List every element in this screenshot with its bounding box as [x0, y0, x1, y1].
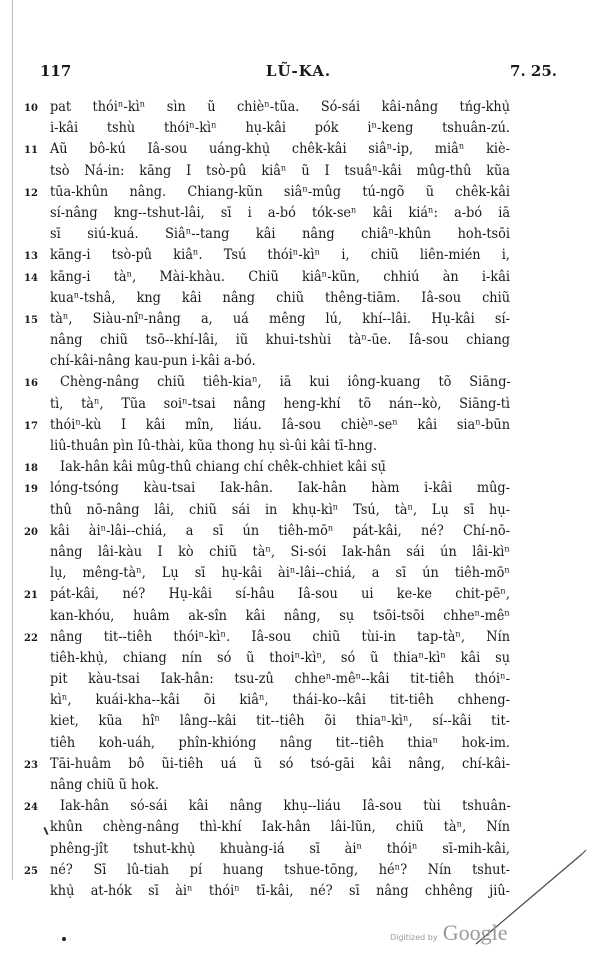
text-line — [20, 351, 550, 372]
line-text: kuaⁿ-tshâ, kng kâi nâng chiũ thêng-tiām. Iâ-sou chiũ — [50, 289, 510, 306]
page-number: 117 — [40, 62, 72, 80]
text-line — [20, 584, 550, 605]
text-line — [20, 203, 550, 224]
line-text: sī siú-kuá. Siâⁿ--tang kâi nâng chiâⁿ-khûn hoh-tsōi — [50, 226, 510, 243]
text-line — [20, 542, 550, 563]
verse-number: 25 — [24, 865, 38, 877]
verse-number: 24 — [24, 802, 38, 814]
verse-number: 22 — [24, 632, 38, 644]
text-line — [20, 457, 550, 478]
watermark-prefix: Digitized by — [390, 933, 438, 942]
line-text: i-kâi tshù thóiⁿ-kìⁿ hụ-kâi pók iⁿ-keng tshuân-zú. — [50, 120, 510, 137]
text-line — [20, 394, 550, 415]
text-line — [20, 754, 550, 775]
text-line — [20, 224, 550, 245]
line-text: chí-kâi-nâng kau-pun i-kâi a-bó. — [50, 353, 256, 370]
text-line — [20, 521, 550, 542]
text-line — [20, 118, 550, 139]
line-text: Iak-hân kâi mûg-thû chiang chí chêk-chhiet kâi sụ̄ — [60, 459, 386, 476]
text-line — [20, 245, 550, 266]
line-text: tsò Ná-in: kāng I tsò-pû kiâⁿ ũ I tsuâⁿ-kâi mûg-thû kũa — [50, 162, 510, 179]
line-text: phêng-jît tshut-khụ̀ khuàng-iá sī àiⁿ thóiⁿ sī-mih-kâi, — [50, 840, 510, 857]
line-text: nâng chiũ ũ hok. — [50, 777, 159, 793]
line-text: kâi àiⁿ-lâi--chiá, a sī ún tiêh-mōⁿ pát-kâi, né? Chí-nō- — [50, 522, 510, 539]
text-line — [20, 309, 550, 330]
verse-number: 17 — [24, 420, 38, 432]
text-line — [20, 288, 550, 309]
pencil-line-tip — [582, 850, 586, 854]
text-line — [20, 500, 550, 521]
text-line — [20, 817, 550, 838]
text-line — [20, 478, 550, 499]
text-line — [20, 415, 550, 436]
stray-ink-dot — [62, 937, 66, 941]
line-text: pit kàu-tsai Iak-hân: tsu-zû chheⁿ-mêⁿ--kâi tit-tiêh thóiⁿ- — [50, 671, 510, 688]
text-line — [20, 733, 550, 754]
line-text: nâng chiũ tsō--khí-lâi, iũ khui-tshùi tàⁿ-ūe. Iâ-sou chiang — [50, 332, 510, 349]
line-text: thû nō-nâng lâi, chiũ sái in khụ-kìⁿ Tsú, tàⁿ, Lụ sī hụ- — [50, 501, 510, 518]
verse-number: 16 — [24, 378, 38, 390]
verse-number: 10 — [24, 103, 38, 114]
line-text: tì, tàⁿ, Tũa soiⁿ-tsai nâng heng-khí tõ nán--kò, Siāng-tì — [50, 395, 510, 412]
verse-number: 15 — [24, 314, 38, 326]
text-line — [20, 648, 550, 669]
line-text: Iak-hân só-sái kâi nâng khụ--liáu Iâ-sou tùi tshuân- — [60, 798, 511, 815]
text-line — [20, 669, 550, 690]
text-line — [20, 182, 550, 203]
text-line — [20, 796, 550, 817]
chapter-verse-reference: 7. 25. — [510, 62, 557, 80]
text-line — [20, 267, 550, 288]
line-text: pat thóiⁿ-kìⁿ sìn ũ chièⁿ-tũa. Só-sái kâi-nâng tńg-khụ̀ — [50, 99, 510, 115]
text-line — [20, 372, 550, 393]
text-line — [20, 627, 550, 648]
line-text: tiêh koh-uáh, phîn-khióng nâng tit--tiêh thiaⁿ hok-im. — [50, 734, 510, 751]
text-line — [20, 606, 550, 627]
text-line — [20, 775, 550, 796]
text-line — [20, 711, 550, 732]
line-text: sí-nâng kng--tshut-lâi, sī i a-bó tók-seⁿ kâi kiáⁿ: a-bó iā — [50, 204, 510, 221]
line-text: Tāi-huâm bô ũi-tiêh uá ũ só tsó-gāi kâi nâng, chí-kâi- — [50, 755, 510, 772]
text-line — [20, 690, 550, 711]
text-line — [20, 563, 550, 584]
verse-number: 12 — [24, 187, 38, 199]
verse-number: 20 — [24, 526, 38, 538]
text-line — [20, 97, 550, 118]
line-text: khûn chèng-nâng thì-khí Iak-hân lâi-lũn, chiũ tàⁿ, Nín — [50, 819, 510, 836]
text-line — [20, 330, 550, 351]
digitization-watermark — [390, 920, 507, 946]
line-text: kan-khóu, huâm ak-sîn kâi nâng, sụ tsōi-tsōi chheⁿ-mêⁿ — [50, 607, 510, 624]
line-text: liû-thuân pìn Iû-thài, kũa thong hụ sì-ûi kâi tī-hng. — [50, 438, 377, 454]
line-text: tiêh-khụ̀, chiang nín só ũ thoiⁿ-kìⁿ, só ũ thiaⁿ-kìⁿ kâi sụ — [50, 649, 510, 666]
line-text: nâng tit--tiêh thóiⁿ-kìⁿ. Iâ-sou chiũ tùi-in tap-tàⁿ, Nín — [50, 628, 510, 645]
verse-number: 23 — [24, 759, 38, 771]
line-text: Aũ bô-kú Iâ-sou uáng-khụ̀ chêk-kâi siâⁿ-ip, miâⁿ kiè- — [50, 141, 510, 158]
line-text: kiet, kũa hîⁿ lâng--kâi tit--tiêh õi thiaⁿ-kìⁿ, sí--kâi tit- — [50, 713, 510, 730]
verse-number: 14 — [24, 272, 38, 284]
verse-number: 21 — [24, 590, 38, 602]
line-text: kāng-i tsò-pû kiâⁿ. Tsú thóiⁿ-kìⁿ i, chiũ liên-mién i, — [50, 247, 510, 264]
line-text: tūa-khûn nâng. Chiang-kũn siâⁿ-mûg tú-ngõ ũ chêk-kâi — [50, 183, 510, 200]
verse-number: 19 — [24, 484, 38, 496]
text-line — [20, 139, 550, 160]
line-text: né? Sī lû-tiah pí huang tshue-tōng, héⁿ? Nín tshut- — [50, 861, 510, 878]
line-text: pát-kâi, né? Hụ-kâi sí-hâu Iâ-sou ui ke-ke chit-pēⁿ, — [50, 586, 510, 603]
text-line — [20, 161, 550, 182]
line-text: kìⁿ, kuái-kha--kâi õi kiâⁿ, thái-ko--kâi tit-tiêh chheng- — [50, 692, 510, 709]
line-text: tàⁿ, Siàu-nîⁿ-nâng a, uá mêng lú, khí--lâi. Hụ-kâi sí- — [50, 310, 510, 327]
line-text: thóiⁿ-kù I kâi mîn, liáu. Iâ-sou chièⁿ-seⁿ kâi siaⁿ-būn — [50, 416, 510, 433]
running-title: LŨ-KA. — [265, 62, 332, 80]
google-logo: Google — [442, 920, 508, 945]
verse-number: 13 — [24, 251, 38, 263]
page-binding-edge — [12, 0, 13, 880]
line-text: lụ, mêng-tàⁿ, Lụ sī hụ-kâi àiⁿ-lâi--chiá, a sī ún tiêh-mōⁿ — [50, 565, 510, 582]
line-text: kāng-i tàⁿ, Mài-khàu. Chiũ kiâⁿ-kũn, chhiú àn i-kâi — [50, 268, 510, 285]
scripture-text-body — [20, 97, 550, 902]
verse-number: 18 — [24, 463, 38, 475]
verse-number: 11 — [24, 145, 38, 157]
text-line — [20, 436, 550, 457]
line-text: Chèng-nâng chiũ tiêh-kiaⁿ, iā kui iông-kuang tõ Siāng- — [60, 374, 511, 391]
line-text: lóng-tsóng kàu-tsai Iak-hân. Iak-hân hàm i-kâi mûg- — [50, 480, 510, 497]
line-text: nâng lâi-kàu I kò chiũ tàⁿ, Si-sói Iak-hân sái ún lâi-kìⁿ — [50, 543, 510, 560]
line-text: khụ̀ at-hók sī àiⁿ thóiⁿ tī-kâi, né? sī nâng chhêng jiû- — [50, 882, 510, 899]
